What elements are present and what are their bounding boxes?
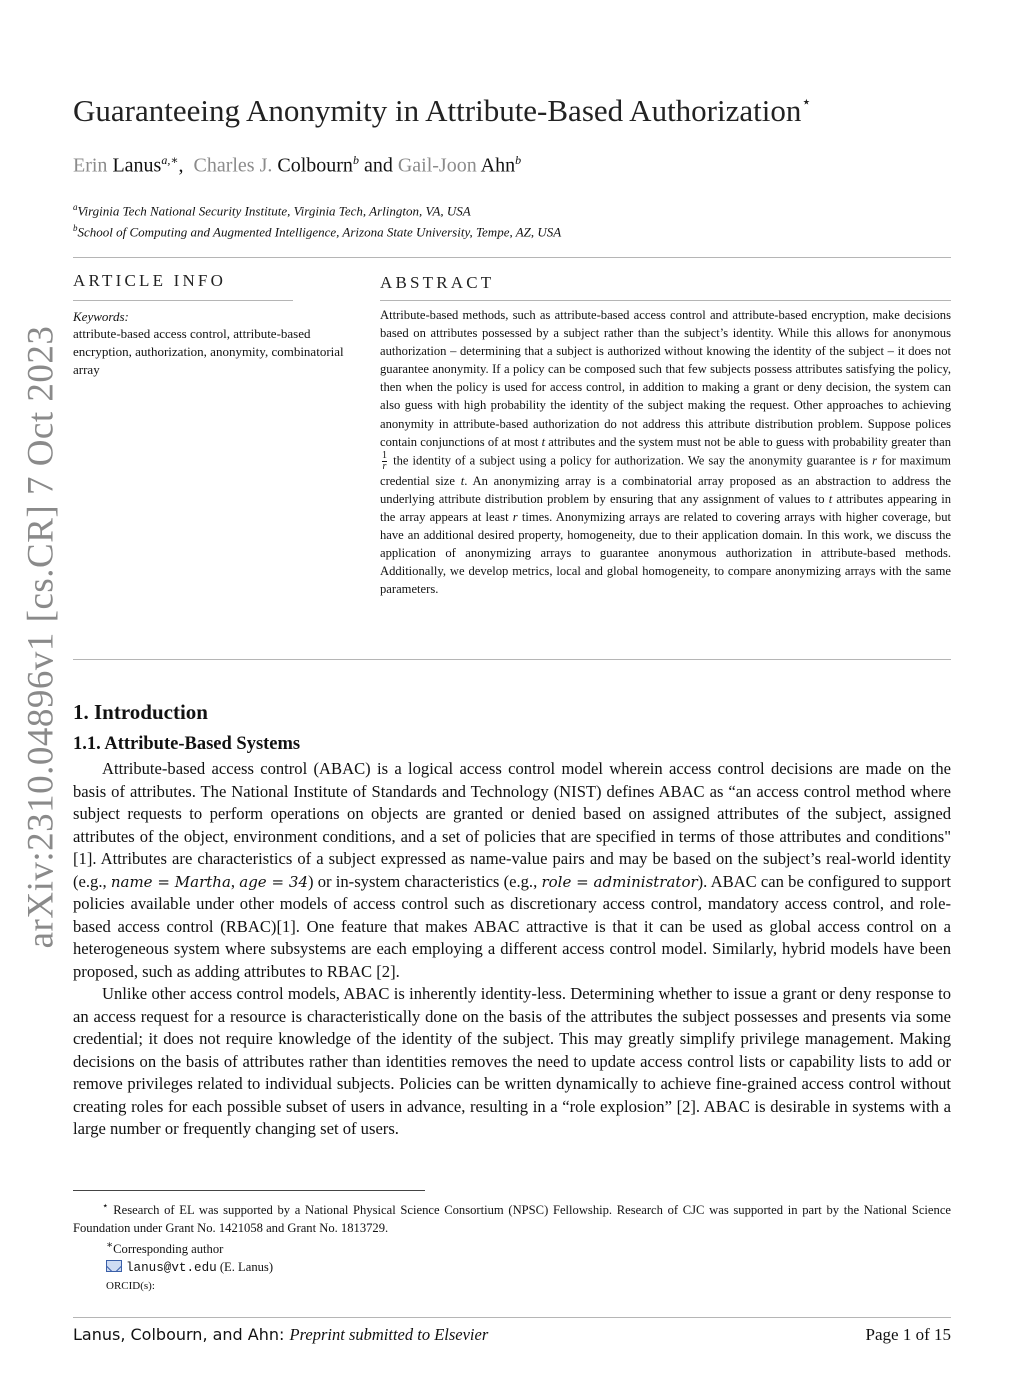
paragraph-text: ). ABAC can be configured to support policies available under other models of access control such as discretionary access control, mandatory access control, and role-based access control (RBAC)[1]. One feature that makes ABAC attractive is that it can be used as global access control on a heterogeneous system where subsystems are each employing a different access control model. Similarly, hybrid models have been proposed, such as adding attributes to RBAC [2].: [73, 871, 951, 981]
fraction-denominator: r: [382, 460, 387, 472]
subsection-heading: 1.1. Attribute-Based Systems: [73, 734, 301, 754]
abstract-text: attributes and the system must not be able to guess with probability greater than: [548, 434, 951, 449]
inline-math: role = administrator: [541, 872, 698, 891]
footer-authors: Lanus, Colbourn, and Ahn:: [73, 1325, 285, 1344]
footnote-mark: ∗: [106, 1240, 114, 1252]
math-var: r: [872, 453, 878, 468]
footnote-text: Research of EL was supported by a National Physical Science Consortium (NPSC) Fellowship. Research of CJC was supported in part by the National Science Foundation under Grant No. 1421058 and Grant No. 1813729.: [73, 1203, 951, 1236]
footer-left: [73, 1325, 488, 1345]
author-last-name: Ahn: [480, 154, 516, 177]
affiliation-text: School of Computing and Augmented Intelligence, Arizona State University, Tempe, AZ, USA: [77, 224, 562, 240]
footnote-text: Corresponding author: [113, 1242, 224, 1257]
author-affil-mark: a,∗: [161, 153, 179, 167]
math-var: t: [828, 491, 833, 506]
abstract-text: times. Anonymizing arrays are related to covering arrays with higher coverage, but have an additional desired property, homogeneity, due to their application domain. In this work, we discuss the application of anonymizing arrays to guarantee anonymous authorization in attribute-based methods. Additionally, we develop metrics, local and global homogeneity, to compare anonymizing arrays with the same parameters.: [380, 509, 952, 597]
footnotes: [73, 1198, 951, 1295]
author-and: and: [363, 154, 393, 177]
abstract-heading: ABSTRACT: [380, 273, 495, 292]
math-var: r: [512, 509, 518, 524]
page-number: Page 1 of 15: [865, 1325, 951, 1344]
abstract-rule: [380, 300, 951, 301]
paper-title: [73, 92, 811, 129]
footer-divider: [73, 1317, 951, 1318]
fraction: [382, 451, 387, 472]
paragraph-text: ,: [230, 871, 236, 891]
abstract-body: [380, 306, 951, 598]
author-last-name: Lanus: [112, 154, 162, 177]
fraction-numerator: 1: [382, 449, 387, 461]
abstract-divider: [73, 659, 951, 660]
abstract-text: attributes appearing in the array appears at least: [380, 491, 952, 524]
author-affil-mark: b: [352, 153, 359, 167]
affiliation-text: Virginia Tech National Security Institute, Virginia Tech, Arlington, VA, USA: [77, 203, 471, 219]
author-first-name: Charles J.: [193, 154, 273, 177]
abstract-text: . An anonymizing array is a combinatorial array proposed as an abstraction to address the underlying attribute distribution problem by ensuring that any assignment of values to: [380, 473, 951, 506]
arxiv-sidebar-stamp: [16, 317, 66, 957]
keywords-list: attribute-based access control, attribute-based encryption, authorization, anonymity, combinatorial array: [73, 326, 344, 377]
envelope-icon: [106, 1260, 122, 1272]
paragraph-text: Attribute-based access control (ABAC) is a logical access control model wherein access control decisions are made on the basis of attributes. The National Institute of Standards and Technology (NIST) defines ABAC as “an access control method where subject requests to perform operations on objects are granted or denied based on assigned attributes of the subject, assigned attributes of the object, environment conditions, and a set of policies that are specified in terms of those attributes and conditions" [1]. Attributes are characteristics of a subject expressed as name-value pairs and may be based on the subject’s real-world identity (e.g.,: [73, 759, 951, 891]
keywords-label: Keywords:: [73, 309, 129, 324]
affiliation-a: [73, 202, 471, 219]
paragraph-text: ) or in-system characteristics (e.g.,: [308, 871, 538, 891]
author-list: Erin Lanus$^{a,∗}$, Charles J. Colbourn$^b$ and Gail-Joon Ahn$^b$: [73, 153, 522, 177]
footnote-orcid: ORCID(s):: [106, 1280, 155, 1293]
footnote-funding: [73, 1198, 951, 1237]
author-first-name: Gail-Joon: [397, 154, 477, 177]
abstract-text: for maximum credential size: [380, 453, 951, 488]
author-affil-mark: b: [515, 153, 522, 167]
footnote-email: [73, 1258, 951, 1277]
email-owner: (E. Lanus): [219, 1260, 274, 1275]
arxiv-id: arXiv:2310.04896v1 [cs.CR] 7 Oct 2023: [20, 325, 62, 949]
title-footnote-mark: ⋆: [801, 94, 812, 111]
article-info-rule: [73, 300, 293, 301]
math-var: t: [541, 434, 546, 449]
paragraph: Unlike other access control models, ABAC is inherently identity-less. Determining whether to issue a grant or deny response to an access request for a resource is characteristically done on the basis of the attributes the subject possesses and presents via some credential; it does not require knowledge of the identity of the subject. This may greatly simplify privilege management. Making decisions on the basis of attributes rather than identities removes the need to update access control lists or capability lists to add or remove privileges related to individual subjects. Policies can be written dynamically to achieve fine-grained access control without creating roles for each possible subset of users in advance, resulting in a “role explosion” [2]. ABAC is desirable in systems with a large number or frequently changing set of users.: [73, 984, 951, 1138]
affiliation-mark: b: [73, 223, 78, 233]
footnote-rule: [73, 1190, 425, 1191]
abstract-text: the identity of a subject using a policy for authorization. We say the anonymity guarantee is: [393, 453, 869, 468]
footnote-corresponding: [73, 1237, 951, 1258]
email-link[interactable]: lanus@vt.edu: [126, 1261, 217, 1276]
article-info-heading: ARTICLE INFO: [73, 271, 227, 290]
body-text: [73, 758, 951, 1141]
affiliation-b: [73, 223, 561, 240]
abstract-text: Attribute-based methods, such as attribute-based access control and attribute-based encryption, make decisions based on attributes possessed by a subject rather than the subject’s identity. While this allows for anonymous authorization – determining that a subject is authorized without knowing the identity of the subject – it does not guarantee anonymity. If a policy can be composed such that few subjects possess attributes satisfying the policy, then when the policy is used for access control, in addition to making a grant or deny decision, the system can also guess with high probability the identity of the subject making the request. Other approaches to achieving anonymity in attribute-based authorization do not address this attribute distribution problem. Suppose polices contain conjunctions of at most: [380, 308, 951, 449]
footnote-mark: ⋆: [102, 1201, 109, 1212]
inline-math: age = 34: [239, 872, 308, 891]
section-heading: 1. Introduction: [73, 700, 208, 724]
header-divider: [73, 257, 951, 258]
math-var: t: [460, 473, 465, 488]
footer-venue: Preprint submitted to Elsevier: [289, 1325, 489, 1344]
inline-math: name = Martha: [110, 872, 231, 891]
title-text: Guaranteeing Anonymity in Attribute-Based Authorization: [73, 93, 802, 128]
affiliation-mark: a: [73, 202, 78, 212]
author-first-name: Erin: [73, 154, 108, 177]
paragraph: [73, 758, 951, 983]
author-last-name: Colbourn: [277, 154, 353, 177]
